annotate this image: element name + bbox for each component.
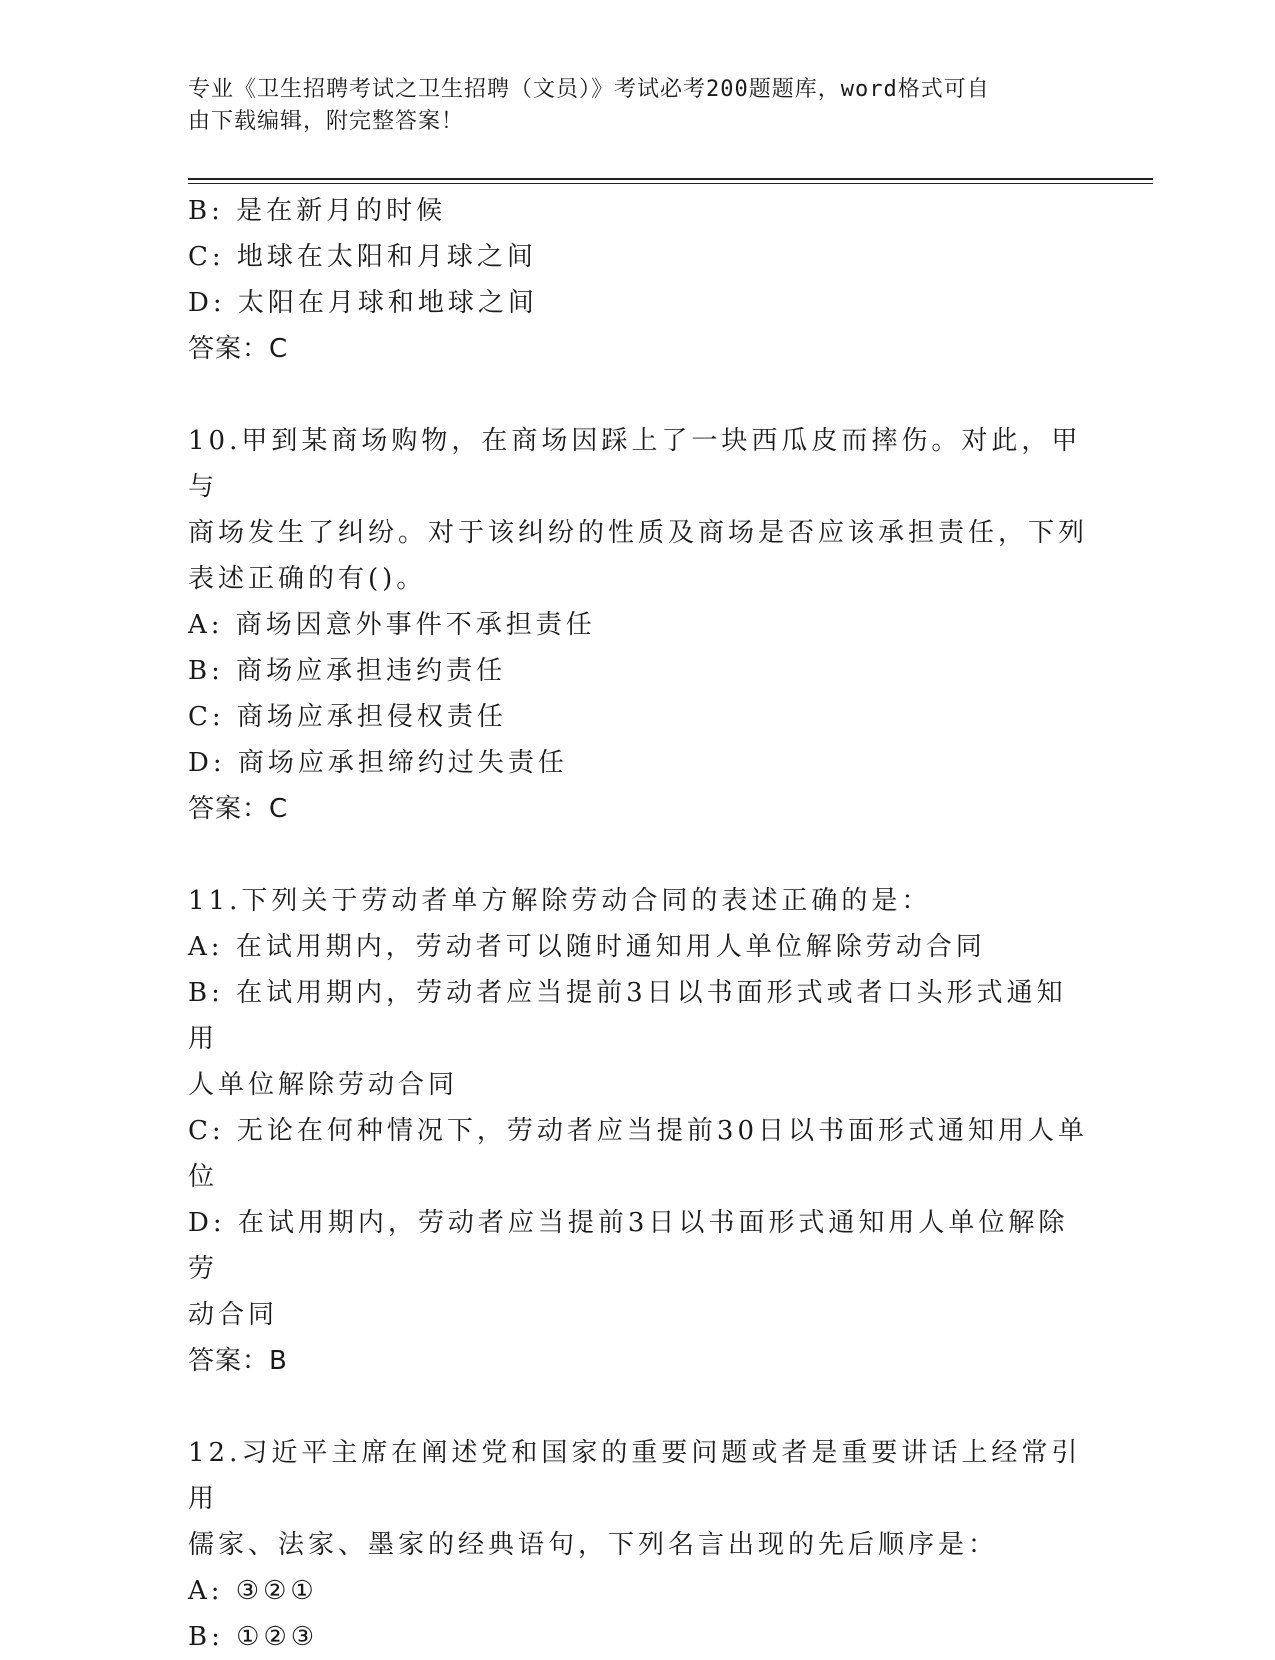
answer-label: 答案：B <box>188 1346 288 1376</box>
question-10 <box>188 418 1088 832</box>
header-title-line2: 由下载编辑，附完整答案！ <box>188 109 465 134</box>
option-d: D: 太阳在月球和地球之间 <box>188 288 538 318</box>
question-11 <box>188 878 1088 1384</box>
option-b: B: 在试用期内，劳动者应当提前3日以书面形式或者口头形式通知用 <box>188 978 1067 1054</box>
question-content <box>188 188 1088 1660</box>
document-header <box>188 74 1068 138</box>
question-9 <box>188 188 1088 372</box>
option-d: D: 在试用期内，劳动者应当提前3日以书面形式通知用人单位解除劳 <box>188 1208 1069 1284</box>
option-b: B: 是在新月的时候 <box>188 196 447 226</box>
question-stem-line: 表述正确的有()。 <box>188 564 427 594</box>
option-c: C: 商场应承担侵权责任 <box>188 702 507 732</box>
option-c-continued: 位 <box>188 1162 219 1192</box>
question-stem-line: 10.甲到某商场购物，在商场因踩上了一块西瓜皮而摔伤。对此，甲与 <box>188 426 1082 502</box>
option-d-continued: 动合同 <box>188 1300 279 1330</box>
option-c: C: 无论在何种情况下，劳动者应当提前30日以书面形式通知用人单 <box>188 1116 1089 1146</box>
option-c: C: 地球在太阳和月球之间 <box>188 242 537 272</box>
option-d: D: 商场应承担缔约过失责任 <box>188 748 568 778</box>
question-stem-line: 儒家、法家、墨家的经典语句，下列名言出现的先后顺序是： <box>188 1530 999 1560</box>
question-stem-line: 12.习近平主席在阐述党和国家的重要问题或者是重要讲话上经常引用 <box>188 1438 1082 1514</box>
question-stem-line: 商场发生了纠纷。对于该纠纷的性质及商场是否应该承担责任，下列 <box>188 518 1089 548</box>
header-divider-thin <box>188 183 1153 184</box>
question-stem-line: 11.下列关于劳动者单方解除劳动合同的表述正确的是： <box>188 886 932 916</box>
option-b: B: ①②③ <box>188 1622 319 1652</box>
option-a: A: 在试用期内，劳动者可以随时通知用人单位解除劳动合同 <box>188 932 986 962</box>
option-b-continued: 人单位解除劳动合同 <box>188 1070 459 1100</box>
option-a: A: 商场因意外事件不承担责任 <box>188 610 596 640</box>
answer-label: 答案：C <box>188 794 289 824</box>
option-a: A: ③②① <box>188 1576 318 1606</box>
header-divider-thick <box>188 178 1153 180</box>
header-title-line1: 专业《卫生招聘考试之卫生招聘（文员）》考试必考200题题库，word格式可自 <box>188 77 990 102</box>
option-b: B: 商场应承担违约责任 <box>188 656 507 686</box>
answer-label: 答案：C <box>188 334 289 364</box>
question-12 <box>188 1430 1088 1660</box>
